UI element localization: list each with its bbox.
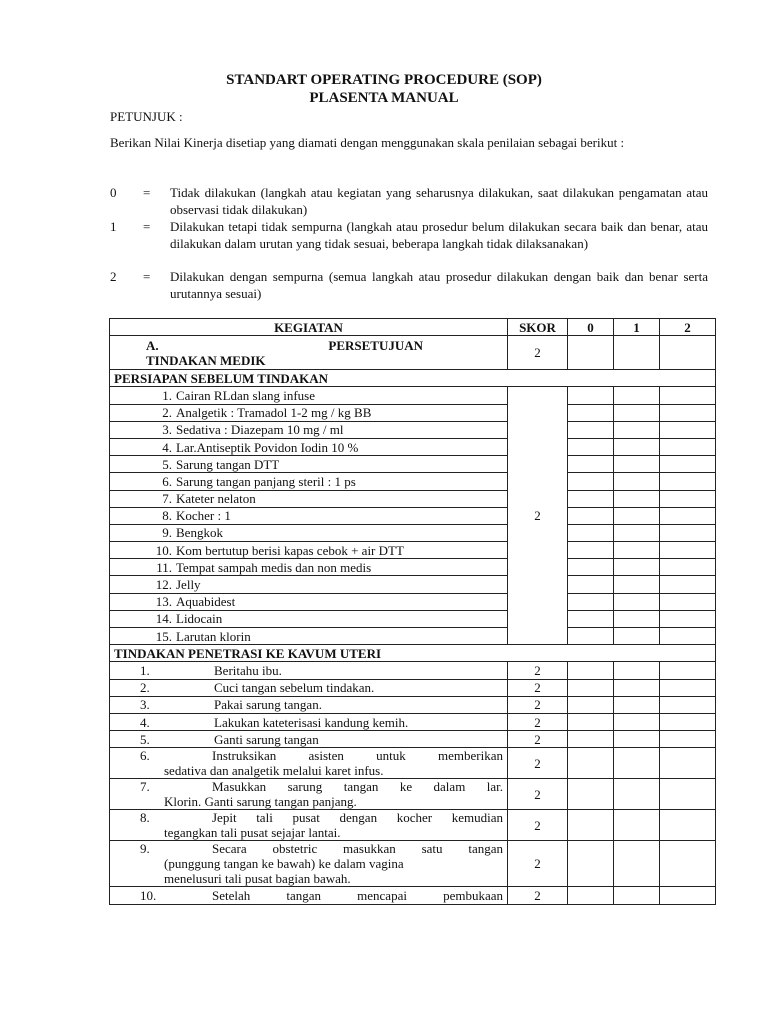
table-row [110, 810, 716, 841]
score-cell-2[interactable] [660, 507, 716, 524]
score-cell-2[interactable] [660, 336, 716, 370]
item-label: Sarung tangan panjang steril : 1 ps [176, 473, 356, 489]
scale-number: 2 [110, 269, 117, 284]
table-row [110, 524, 716, 541]
score-cell-1[interactable] [614, 731, 660, 748]
score-cell-1[interactable] [614, 748, 660, 779]
score-cell-1[interactable] [614, 542, 660, 559]
step-skor: 2 [508, 713, 568, 730]
penetrasi-step [110, 713, 508, 730]
table-row [110, 713, 716, 730]
item-label: Kom bertutup berisi kapas cebok + air DTT [176, 542, 404, 558]
score-cell-1[interactable] [614, 524, 660, 541]
step-number: 6. [140, 748, 150, 764]
table-row [110, 610, 716, 627]
table-row [110, 662, 716, 679]
step-skor: 2 [508, 887, 568, 904]
score-cell-0[interactable] [568, 387, 614, 404]
score-cell-1[interactable] [614, 473, 660, 490]
score-cell-0[interactable] [568, 473, 614, 490]
table-row [110, 593, 716, 610]
score-cell-0[interactable] [568, 542, 614, 559]
step-label-line: sedativa dan analgetik melalui karet infus. [164, 763, 384, 779]
score-cell-2[interactable] [660, 662, 716, 679]
score-cell-1[interactable] [614, 679, 660, 696]
table-header-row [110, 319, 716, 336]
header-skor: SKOR [508, 319, 568, 336]
step-number: 7. [140, 779, 150, 795]
step-number: 1. [140, 662, 150, 678]
score-cell-2[interactable] [660, 576, 716, 593]
item-number: 11. [156, 559, 172, 575]
table-row [110, 887, 716, 904]
item-number: 10. [155, 542, 172, 558]
score-cell-0[interactable] [568, 576, 614, 593]
score-cell-1[interactable] [614, 456, 660, 473]
score-cell-0[interactable] [568, 779, 614, 810]
step-skor: 2 [508, 810, 568, 841]
scale-description: Dilakukan tetapi tidak sempurna (langkah atau prosedur belum dilakukan secara baik dan benar, atau dilakukan dalam urutan yang tidak sesuai, beberapa langkah tidak dilaksanakan) [170, 219, 708, 251]
score-cell-1[interactable] [614, 662, 660, 679]
score-cell-1[interactable] [614, 593, 660, 610]
table-body [110, 336, 716, 904]
item-number: 3. [162, 422, 172, 438]
persiapan-item [110, 490, 508, 507]
document-title: STANDART OPERATING PROCEDURE (SOP) [226, 72, 542, 88]
score-cell-0[interactable] [568, 748, 614, 779]
score-cell-0[interactable] [568, 713, 614, 730]
item-label: Kateter nelaton [176, 491, 256, 507]
score-cell-0[interactable] [568, 628, 614, 645]
persiapan-item [110, 628, 508, 645]
score-cell-2[interactable] [660, 841, 716, 887]
score-cell-0[interactable] [568, 456, 614, 473]
table-row [110, 507, 716, 524]
item-number: 1. [162, 387, 172, 403]
score-cell-1[interactable] [614, 490, 660, 507]
step-skor: 2 [508, 731, 568, 748]
step-label: Lakukan kateterisasi kandung kemih. [214, 714, 409, 730]
table-row [110, 542, 716, 559]
penetrasi-step [110, 810, 508, 841]
step-skor: 2 [508, 679, 568, 696]
section-a-cell [110, 336, 508, 370]
step-label: Pakai sarung tangan. [214, 697, 322, 713]
section-penetrasi-row [110, 645, 716, 662]
score-cell-0[interactable] [568, 662, 614, 679]
score-cell-1[interactable] [614, 336, 660, 370]
step-skor: 2 [508, 779, 568, 810]
score-cell-1[interactable] [614, 810, 660, 841]
step-label-line: tegangkan tali pusat sejajar lantai. [164, 825, 341, 841]
scale-equals: = [143, 219, 151, 234]
penetrasi-step [110, 779, 508, 810]
penetrasi-step [110, 841, 508, 887]
persiapan-item [110, 559, 508, 576]
score-cell-0[interactable] [568, 610, 614, 627]
step-number: 2. [140, 680, 150, 696]
score-cell-1[interactable] [614, 610, 660, 627]
score-cell-2[interactable] [660, 421, 716, 438]
score-cell-2[interactable] [660, 887, 716, 904]
item-number: 7. [162, 491, 172, 507]
item-number: 6. [162, 473, 172, 489]
persiapan-item [110, 593, 508, 610]
score-cell-0[interactable] [568, 679, 614, 696]
score-cell-0[interactable] [568, 336, 614, 370]
score-cell-1[interactable] [614, 696, 660, 713]
item-number: 12. [155, 577, 172, 593]
score-cell-0[interactable] [568, 438, 614, 455]
scale-item-0 [110, 184, 708, 218]
table-row [110, 421, 716, 438]
table-row [110, 559, 716, 576]
item-label: Tempat sampah medis dan non medis [176, 559, 372, 575]
score-cell-2[interactable] [660, 387, 716, 404]
table-row [110, 679, 716, 696]
item-number: 2. [162, 405, 172, 421]
scale-item-2 [110, 268, 708, 302]
score-cell-2[interactable] [660, 679, 716, 696]
item-number: 15. [155, 628, 172, 644]
penetrasi-step [110, 679, 508, 696]
score-cell-0[interactable] [568, 731, 614, 748]
table-row [110, 456, 716, 473]
step-label: Beritahu ibu. [214, 662, 282, 678]
score-cell-2[interactable] [660, 628, 716, 645]
section-a-row [110, 336, 716, 370]
score-cell-1[interactable] [614, 421, 660, 438]
item-label: Aquabidest [176, 594, 236, 610]
scale-equals: = [143, 269, 151, 284]
persiapan-item [110, 438, 508, 455]
score-cell-1[interactable] [614, 887, 660, 904]
score-cell-0[interactable] [568, 593, 614, 610]
section-a-skor: 2 [508, 336, 568, 370]
score-cell-2[interactable] [660, 810, 716, 841]
persiapan-item [110, 387, 508, 404]
score-cell-2[interactable] [660, 713, 716, 730]
instructions-text: Berikan Nilai Kinerja disetiap yang diamati dengan menggunakan skala penilaian sebagai berikut : [110, 135, 625, 150]
item-label: Kocher : 1 [176, 508, 231, 524]
step-label-line: Secara obstetric masukkan satu tangan [212, 841, 503, 857]
item-number: 14. [155, 611, 172, 627]
step-label-line: Masukkan sarung tangan ke dalam lar. [212, 779, 503, 795]
header-score-2: 2 [660, 319, 716, 336]
table-row [110, 387, 716, 404]
score-cell-1[interactable] [614, 779, 660, 810]
step-label-line: Setelah tangan mencapai pembukaan [212, 887, 503, 903]
score-cell-0[interactable] [568, 421, 614, 438]
item-label: Cairan RLdan slang infuse [176, 387, 315, 403]
table-row [110, 779, 716, 810]
step-label-line: menelusuri tali pusat bagian bawah. [164, 871, 351, 887]
step-number: 4. [140, 714, 150, 730]
header-score-0: 0 [568, 319, 614, 336]
item-label: Lar.Antiseptik Povidon Iodin 10 % [176, 439, 359, 455]
persiapan-item [110, 421, 508, 438]
header-score-1: 1 [614, 319, 660, 336]
persiapan-skor: 2 [508, 387, 568, 645]
score-cell-0[interactable] [568, 490, 614, 507]
step-label-line: Klorin. Ganti sarung tangan panjang. [164, 794, 357, 810]
step-number: 8. [140, 810, 150, 826]
item-label: Bengkok [176, 525, 223, 541]
score-cell-1[interactable] [614, 713, 660, 730]
step-skor: 2 [508, 662, 568, 679]
score-cell-1[interactable] [614, 559, 660, 576]
score-cell-2[interactable] [660, 438, 716, 455]
section-a-word2: TINDAKAN MEDIK [146, 352, 266, 368]
item-label: Sedativa : Diazepam 10 mg / ml [176, 422, 344, 438]
header-kegiatan: KEGIATAN [110, 319, 508, 336]
item-number: 9. [162, 525, 172, 541]
assessment-table [109, 318, 716, 905]
scale-item-1 [110, 218, 708, 252]
step-skor: 2 [508, 696, 568, 713]
score-cell-2[interactable] [660, 696, 716, 713]
score-cell-0[interactable] [568, 559, 614, 576]
item-label: Jelly [176, 577, 201, 593]
score-cell-0[interactable] [568, 841, 614, 887]
table-row [110, 576, 716, 593]
item-label: Sarung tangan DTT [176, 456, 280, 472]
item-number: 8. [162, 508, 172, 524]
table-row [110, 696, 716, 713]
score-cell-1[interactable] [614, 507, 660, 524]
step-label-line: (punggung tangan ke bawah) ke dalam vagina [164, 856, 404, 872]
scale-number: 0 [110, 185, 117, 200]
section-persiapan-title: PERSIAPAN SEBELUM TINDAKAN [110, 370, 716, 387]
score-cell-0[interactable] [568, 524, 614, 541]
score-cell-0[interactable] [568, 404, 614, 421]
document-subtitle: PLASENTA MANUAL [309, 90, 459, 106]
score-cell-1[interactable] [614, 576, 660, 593]
persiapan-item [110, 507, 508, 524]
score-cell-1[interactable] [614, 404, 660, 421]
score-cell-0[interactable] [568, 810, 614, 841]
scale-description: Dilakukan dengan sempurna (semua langkah atau prosedur dilakukan dengan baik dan benar serta urutannya sesuai) [170, 269, 708, 301]
table-row [110, 748, 716, 779]
step-number: 5. [140, 731, 150, 747]
scale-description: Tidak dilakukan (langkah atau kegiatan yang seharusnya dilakukan, saat dilakukan pengamatan atau observasi tidak dilakukan) [170, 185, 708, 217]
penetrasi-step [110, 748, 508, 779]
item-number: 13. [155, 594, 172, 610]
item-label: Lidocain [176, 611, 223, 627]
step-label: Ganti sarung tangan [214, 731, 319, 747]
persiapan-item [110, 542, 508, 559]
step-label-line: Jepit tali pusat dengan kocher kemudian [212, 810, 503, 826]
score-cell-0[interactable] [568, 696, 614, 713]
persiapan-item [110, 456, 508, 473]
score-cell-2[interactable] [660, 610, 716, 627]
step-skor: 2 [508, 841, 568, 887]
score-cell-2[interactable] [660, 559, 716, 576]
table-row [110, 628, 716, 645]
section-persiapan-row [110, 370, 716, 387]
penetrasi-step [110, 887, 508, 904]
persiapan-item [110, 610, 508, 627]
score-cell-0[interactable] [568, 887, 614, 904]
score-cell-2[interactable] [660, 542, 716, 559]
score-cell-2[interactable] [660, 593, 716, 610]
score-cell-1[interactable] [614, 841, 660, 887]
score-cell-1[interactable] [614, 628, 660, 645]
persiapan-item [110, 524, 508, 541]
instructions-heading: PETUNJUK : [110, 109, 183, 124]
step-number: 10. [140, 887, 157, 903]
score-cell-2[interactable] [660, 748, 716, 779]
score-cell-2[interactable] [660, 779, 716, 810]
penetrasi-step [110, 662, 508, 679]
table-row [110, 731, 716, 748]
persiapan-item [110, 404, 508, 421]
score-cell-1[interactable] [614, 387, 660, 404]
score-cell-0[interactable] [568, 507, 614, 524]
item-number: 5. [162, 456, 172, 472]
scale-equals: = [143, 185, 151, 200]
score-cell-2[interactable] [660, 456, 716, 473]
persiapan-item [110, 576, 508, 593]
step-number: 9. [140, 841, 150, 857]
score-cell-2[interactable] [660, 404, 716, 421]
table-row [110, 841, 716, 887]
step-label-line: Instruksikan asisten untuk memberikan [212, 748, 503, 764]
score-cell-1[interactable] [614, 438, 660, 455]
penetrasi-step [110, 731, 508, 748]
table-row [110, 473, 716, 490]
score-cell-2[interactable] [660, 490, 716, 507]
table-row [110, 438, 716, 455]
score-cell-2[interactable] [660, 524, 716, 541]
scale-number: 1 [110, 219, 117, 234]
step-skor: 2 [508, 748, 568, 779]
section-penetrasi-title: TINDAKAN PENETRASI KE KAVUM UTERI [110, 645, 716, 662]
step-label: Cuci tangan sebelum tindakan. [214, 680, 375, 696]
penetrasi-step [110, 696, 508, 713]
item-label: Analgetik : Tramadol 1-2 mg / kg BB [176, 405, 372, 421]
step-number: 3. [140, 697, 150, 713]
item-label: Larutan klorin [176, 628, 251, 644]
score-cell-2[interactable] [660, 731, 716, 748]
score-cell-2[interactable] [660, 473, 716, 490]
section-a-prefix: A. [146, 337, 159, 353]
persiapan-item [110, 473, 508, 490]
item-number: 4. [162, 439, 172, 455]
table-row [110, 490, 716, 507]
table-row [110, 404, 716, 421]
section-a-word1: PERSETUJUAN [328, 337, 423, 353]
